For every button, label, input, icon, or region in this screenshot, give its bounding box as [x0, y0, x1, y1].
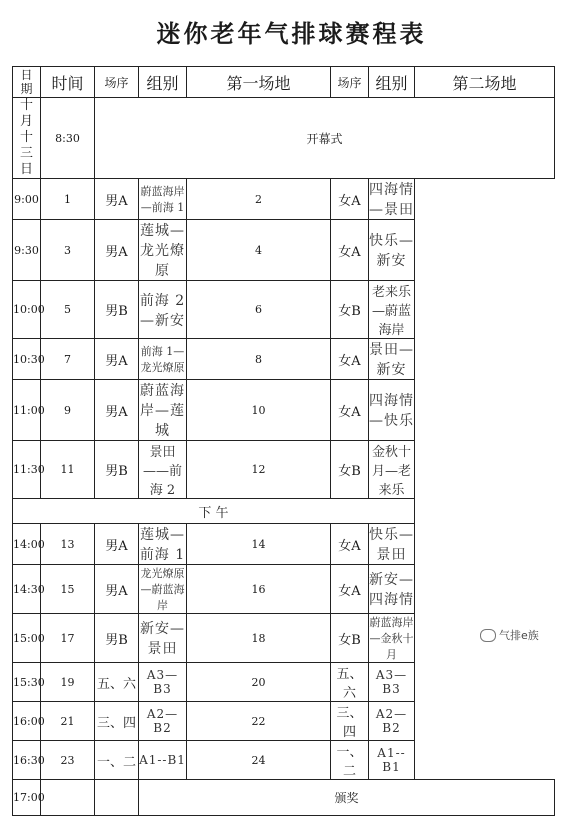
time-cell: 17:00 — [13, 780, 41, 816]
match-row — [13, 702, 555, 741]
time-cell: 10:00 — [13, 281, 41, 339]
venue2-match-cell: 快乐—新安 — [369, 220, 415, 281]
seq-cell: 3 — [41, 220, 95, 281]
venue2-match-cell: 老来乐—蔚蓝海岸 — [369, 281, 415, 339]
match-row — [13, 614, 555, 663]
afternoon-label: 下 午 — [13, 499, 415, 524]
group2-cell: 女A — [331, 380, 369, 441]
group-cell: 男A — [95, 220, 139, 281]
match-row — [13, 524, 555, 565]
match-row — [13, 281, 555, 339]
group-cell: 男B — [95, 441, 139, 499]
match-row — [13, 179, 555, 220]
group2-cell: 女A — [331, 565, 369, 614]
opening-label: 开幕式 — [95, 98, 555, 179]
header-venue1: 第一场地 — [187, 67, 331, 98]
seq2-cell: 14 — [187, 524, 331, 565]
header-seq2: 场序 — [331, 67, 369, 98]
group-cell: 男B — [95, 614, 139, 663]
header-time: 时间 — [41, 67, 95, 98]
venue1-match-cell: 新安—景田 — [139, 614, 187, 663]
seq-cell: 11 — [41, 441, 95, 499]
group2-cell: 一、二 — [331, 741, 369, 780]
group-cell: 男A — [95, 179, 139, 220]
time-cell: 15:00 — [13, 614, 41, 663]
seq-cell: 21 — [41, 702, 95, 741]
group2-cell: 女A — [331, 339, 369, 380]
group2-cell: 五、六 — [331, 663, 369, 702]
seq2-cell: 8 — [187, 339, 331, 380]
group2-cell: 三、四 — [331, 702, 369, 741]
venue2-match-cell: 四海情—景田 — [369, 179, 415, 220]
seq2-cell: 6 — [187, 281, 331, 339]
seq-cell: 5 — [41, 281, 95, 339]
venue2-match-cell: A2—B2 — [369, 702, 415, 741]
venue2-match-cell: 金秋十月—老来乐 — [369, 441, 415, 499]
seq2-cell: 22 — [187, 702, 331, 741]
venue1-match-cell: 蔚蓝海岸—前海 1 — [139, 179, 187, 220]
venue2-match-cell: 蔚蓝海岸—金秋十月 — [369, 614, 415, 663]
seq-cell: 15 — [41, 565, 95, 614]
group2-cell: 女B — [331, 614, 369, 663]
seq-cell: 13 — [41, 524, 95, 565]
venue2-match-cell: A1--B1 — [369, 741, 415, 780]
seq-cell: 19 — [41, 663, 95, 702]
time-cell: 16:00 — [13, 702, 41, 741]
time-cell: 15:30 — [13, 663, 41, 702]
match-row — [13, 380, 555, 441]
seq-cell: 17 — [41, 614, 95, 663]
group-cell: 五、六 — [95, 663, 139, 702]
seq2-cell: 16 — [187, 565, 331, 614]
seq2-cell: 20 — [187, 663, 331, 702]
award-row — [13, 780, 555, 816]
group2-cell: 女B — [331, 441, 369, 499]
header-date: 日 期 — [13, 67, 41, 98]
venue1-match-cell: 莲城—龙光燎原 — [139, 220, 187, 281]
group-cell: 一、二 — [95, 741, 139, 780]
date-cell — [13, 98, 41, 179]
venue1-match-cell: 景田——前海 2 — [139, 441, 187, 499]
header-row — [13, 67, 555, 98]
venue2-match-cell: 新安—四海情 — [369, 565, 415, 614]
time-cell: 11:30 — [13, 441, 41, 499]
seq2-cell: 4 — [187, 220, 331, 281]
page-title: 迷你老年气排球赛程表 — [156, 19, 427, 48]
chat-bubble-icon — [480, 629, 496, 642]
seq2-cell: 2 — [187, 179, 331, 220]
time-cell: 9:00 — [13, 179, 41, 220]
group2-cell: 女A — [331, 524, 369, 565]
seq-cell: 9 — [41, 380, 95, 441]
venue1-match-cell: 莲城—前海 1 — [139, 524, 187, 565]
group2-cell: 女B — [331, 281, 369, 339]
group2-cell: 女A — [331, 179, 369, 220]
time-cell: 9:30 — [13, 220, 41, 281]
watermark — [480, 627, 539, 643]
group-cell: 男A — [95, 565, 139, 614]
time-cell: 16:30 — [13, 741, 41, 780]
match-row — [13, 441, 555, 499]
seq2-cell: 10 — [187, 380, 331, 441]
venue1-match-cell: A1--B1 — [139, 741, 187, 780]
match-row — [13, 663, 555, 702]
venue2-match-cell: 快乐—景田 — [369, 524, 415, 565]
match-row — [13, 565, 555, 614]
venue2-match-cell: 景田—新安 — [369, 339, 415, 380]
empty-group-cell — [95, 780, 139, 816]
venue1-match-cell: 前海 1—龙光燎原 — [139, 339, 187, 380]
match-row — [13, 741, 555, 780]
group-cell: 男B — [95, 281, 139, 339]
time-cell: 14:00 — [13, 524, 41, 565]
opening-row — [13, 98, 555, 179]
header-seq: 场序 — [95, 67, 139, 98]
venue2-match-cell: A3—B3 — [369, 663, 415, 702]
match-row — [13, 220, 555, 281]
award-label: 颁奖 — [139, 780, 555, 816]
venue2-match-cell: 四海情—快乐 — [369, 380, 415, 441]
group-cell: 男A — [95, 339, 139, 380]
seq2-cell: 18 — [187, 614, 331, 663]
header-group2: 组别 — [369, 67, 415, 98]
time-cell: 8:30 — [41, 98, 95, 179]
group-cell: 男A — [95, 380, 139, 441]
seq-cell: 23 — [41, 741, 95, 780]
venue1-match-cell: A3—B3 — [139, 663, 187, 702]
seq-cell: 7 — [41, 339, 95, 380]
time-cell: 10:30 — [13, 339, 41, 380]
seq-cell: 1 — [41, 179, 95, 220]
afternoon-divider-row — [13, 499, 555, 524]
time-cell: 11:00 — [13, 380, 41, 441]
seq2-cell: 24 — [187, 741, 331, 780]
seq2-cell: 12 — [187, 441, 331, 499]
venue1-match-cell: A2—B2 — [139, 702, 187, 741]
venue1-match-cell: 龙光燎原—蔚蓝海岸 — [139, 565, 187, 614]
time-cell: 14:30 — [13, 565, 41, 614]
schedule-table — [12, 66, 555, 816]
group2-cell: 女A — [331, 220, 369, 281]
header-group: 组别 — [139, 67, 187, 98]
venue1-match-cell: 前海 2—新安 — [139, 281, 187, 339]
empty-seq-cell — [41, 780, 95, 816]
date-text: 十 月 十 三 日 — [19, 98, 33, 177]
group-cell: 三、四 — [95, 702, 139, 741]
venue1-match-cell: 蔚蓝海岸—莲城 — [139, 380, 187, 441]
header-venue2: 第二场地 — [415, 67, 555, 98]
match-row — [13, 339, 555, 380]
group-cell: 男A — [95, 524, 139, 565]
watermark-text: 气排e族 — [499, 629, 539, 642]
